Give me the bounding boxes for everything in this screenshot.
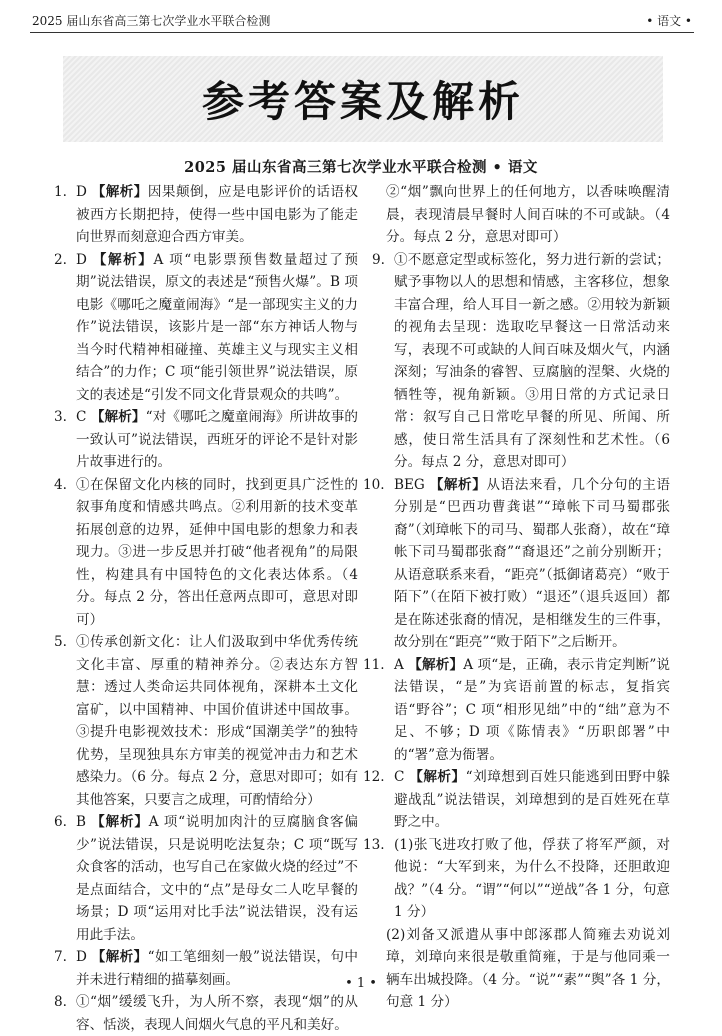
- answer-text: ①传承创新文化：让人们汲取到中华优秀传统文化丰富、厚重的精神养分。②表达东方智慧：透过人类命运共同体视角，深耕本土文化富矿，以中国精神、中国价值讲述中国故事。③提升电影视效技术：形成“国潮美学”的独特优势，呈现独具东方审美的视觉冲击力和艺术感染力。（6 分。每点 2 分，意思对即可；如有其他答案，只要言之成理，可酌情给分）: [76, 634, 358, 808]
- answer-text: “对《哪吒之魔童闹海》所讲故事的一致认可”说法错误，西班牙的评论不是针对影片故事进行的。: [76, 409, 359, 470]
- analysis-tag: 【解析】: [92, 251, 154, 268]
- answer-choice: BEG: [394, 476, 425, 493]
- answer-item: [363, 766, 670, 834]
- answer-item: [370, 181, 670, 249]
- answer-item: [52, 474, 358, 632]
- answer-text: (2)刘备又派遣从事中郎涿郡人简雍去劝说刘璋，刘璋向来很是敬重简雍，于是与他同乘一辆车出城投降。（4 分。“说”“素”“舆”各 1 分，句意 1 分）: [386, 926, 670, 1010]
- answer-item: [52, 631, 358, 811]
- question-number: 12.: [363, 769, 385, 785]
- answer-item: [52, 249, 358, 407]
- title-banner: [63, 56, 663, 142]
- right-column: [363, 181, 671, 1014]
- answer-choice: C: [394, 769, 405, 785]
- answer-text: ②“烟”飘向世界上的任何地方，以香味唤醒清晨，表现清晨早餐时人间百味的不可或缺。（4 分。每点 2 分，意思对即可）: [386, 184, 670, 245]
- answer-choice: D: [76, 184, 87, 200]
- answer-text: “如工笔细刻一般”说法错误，句中并未进行精细的描摹刻画。: [76, 949, 358, 988]
- answer-item: [52, 181, 358, 249]
- question-number: 7.: [54, 949, 67, 965]
- answer-item: [52, 406, 358, 474]
- page-number: • 1 •: [345, 976, 377, 991]
- analysis-tag: 【解析】: [91, 814, 149, 830]
- running-header: [30, 10, 694, 33]
- analysis-tag: 【解析】: [429, 476, 487, 493]
- question-number: 4.: [54, 476, 67, 493]
- answer-item: [52, 811, 358, 946]
- answer-text: ①不愿意定型或标签化，努力进行新的尝试；赋予事物以人的思想和情感，主客移位，想象丰富合理，给人耳目一新之感。②用较为新颖的视角去呈现：选取吃早餐这一日常活动来写，表现不可或缺的人间百味及烟火气，内涵深刻；写油条的睿智、豆腐脑的涅槃、火烧的牺牲等，视角新颖。③用日常的方式记录日常：叙写自己日常吃早餐的所见、所闻、所感，使日常生活具有了深刻性和艺术性。（6 分。每点 2 分，意思对即可）: [394, 251, 670, 470]
- question-number: 9.: [372, 251, 385, 268]
- question-number: 2.: [54, 251, 67, 268]
- answer-text: A 项“说明加肉汁的豆腐脑食客偏少”说法错误，只是说明吃法复杂；C 项“既写众食客的活动，也写自己在家做火烧的经过”不是点面结合，文中的“点”是母女二人吃早餐的场景；D 项“运用对比手法”说法错误，没有运用此手法。: [76, 814, 358, 943]
- answer-item: [363, 474, 671, 654]
- answer-choice: D: [76, 949, 87, 965]
- answer-text: 从语法来看，几个分句的主语分别是“巴西功曹龚谌”“璋帐下司马蜀郡张裔”（刘璋帐下的司马、蜀郡人张裔），故在“璋帐下司马蜀郡张裔”“裔退还”之前分别断开；从语意联系来看，“距亮”（抵御诸葛亮）“败于陌下”（在陌下被打败）“退还”（退兵返回）都是在陈述张裔的情况，是相继发生的三件事，故分别在“距亮”“败于陌下”之后断开。: [394, 476, 671, 650]
- question-number: 5.: [54, 634, 67, 650]
- answer-item: [363, 654, 671, 767]
- answer-text: (1)张飞进攻打败了他，俘获了将军严颜，对他说：“大军到来，为什么不投降，还胆敢迎战？”（4 分。“谓”“何以”“逆战”各 1 分，句意 1 分）: [394, 836, 671, 920]
- answer-item: [363, 834, 671, 924]
- answer-choice: B: [76, 814, 86, 830]
- question-number: 6.: [54, 814, 67, 830]
- header-exam-title: 2025 届山东省高三第七次学业水平联合检测: [32, 14, 271, 28]
- answer-choice: D: [76, 251, 87, 268]
- question-number: 3.: [54, 409, 67, 425]
- answer-text: ①“烟”缓缓飞升，为人所不察，表现“烟”的从容、恬淡，表现人间烟火气息的平凡和美好。: [76, 994, 358, 1033]
- analysis-tag: 【解析】: [408, 656, 464, 673]
- question-number: 13.: [363, 836, 385, 853]
- analysis-tag: 【解析】: [90, 409, 146, 425]
- question-number: 1.: [54, 184, 67, 200]
- analysis-tag: 【解析】: [91, 949, 148, 965]
- question-number: 8.: [54, 994, 67, 1010]
- question-number: 11.: [363, 656, 385, 673]
- answer-text: “刘璋想到百姓只能逃到田野中躲避战乱”说法错误，刘璋想到的是百姓死在草野之中。: [394, 769, 670, 830]
- answer-text: A 项“是，正确，表示肯定判断”说法错误，“是”为宾语前置的标志，复指宾语“野谷”；C 项“相形见绌”中的“绌”意为不足、不够；D 项《陈情表》“历职郎署”中的“署”意为衙署。: [394, 656, 671, 763]
- answer-item: [370, 924, 670, 1014]
- answer-text: 因果颠倒，应是电影评价的话语权被西方长期把持，使得一些中国电影为了能走向世界而刻意迎合西方审美。: [76, 184, 359, 245]
- header-subject: • 语文 •: [646, 14, 692, 28]
- answer-choice: A: [394, 656, 404, 673]
- answer-item: [52, 991, 358, 1036]
- answer-choice: C: [76, 409, 87, 425]
- answer-item: [370, 249, 670, 474]
- analysis-tag: 【解析】: [91, 184, 148, 200]
- analysis-tag: 【解析】: [409, 769, 466, 785]
- document-subtitle: 2025 届山东省高三第七次学业水平联合检测 • 语文: [184, 159, 538, 176]
- banner-title: 参考答案及解析: [201, 77, 524, 126]
- answer-text: A 项“电影票预售数量超过了预期”说法错误，原文的表述是“预售火爆”。B 项电影《哪吒之魔童闹海》“是一部现实主义的力作”说法错误，该影片是一部“东方神话人物与当今时代精神相碰撞、英雄主义与现实主义相结合”的力作；C 项“能引领世界”说法错误，原文的表述是“引发不同文化背景观众的共鸣”。: [76, 251, 358, 403]
- answer-text: ①在保留文化内核的同时，找到更具广泛性的叙事角度和情感共鸣点。②利用新的技术变革拓展创意的边界，延伸中国电影的想象力和表现力。③进一步反思并打破“他者视角”的局限性，构建具有中国特色的文化表达体系。（4 分。每点 2 分，答出任意两点即可，意思对即可）: [76, 476, 358, 628]
- question-number: 10.: [363, 476, 385, 493]
- left-column: [52, 181, 358, 1036]
